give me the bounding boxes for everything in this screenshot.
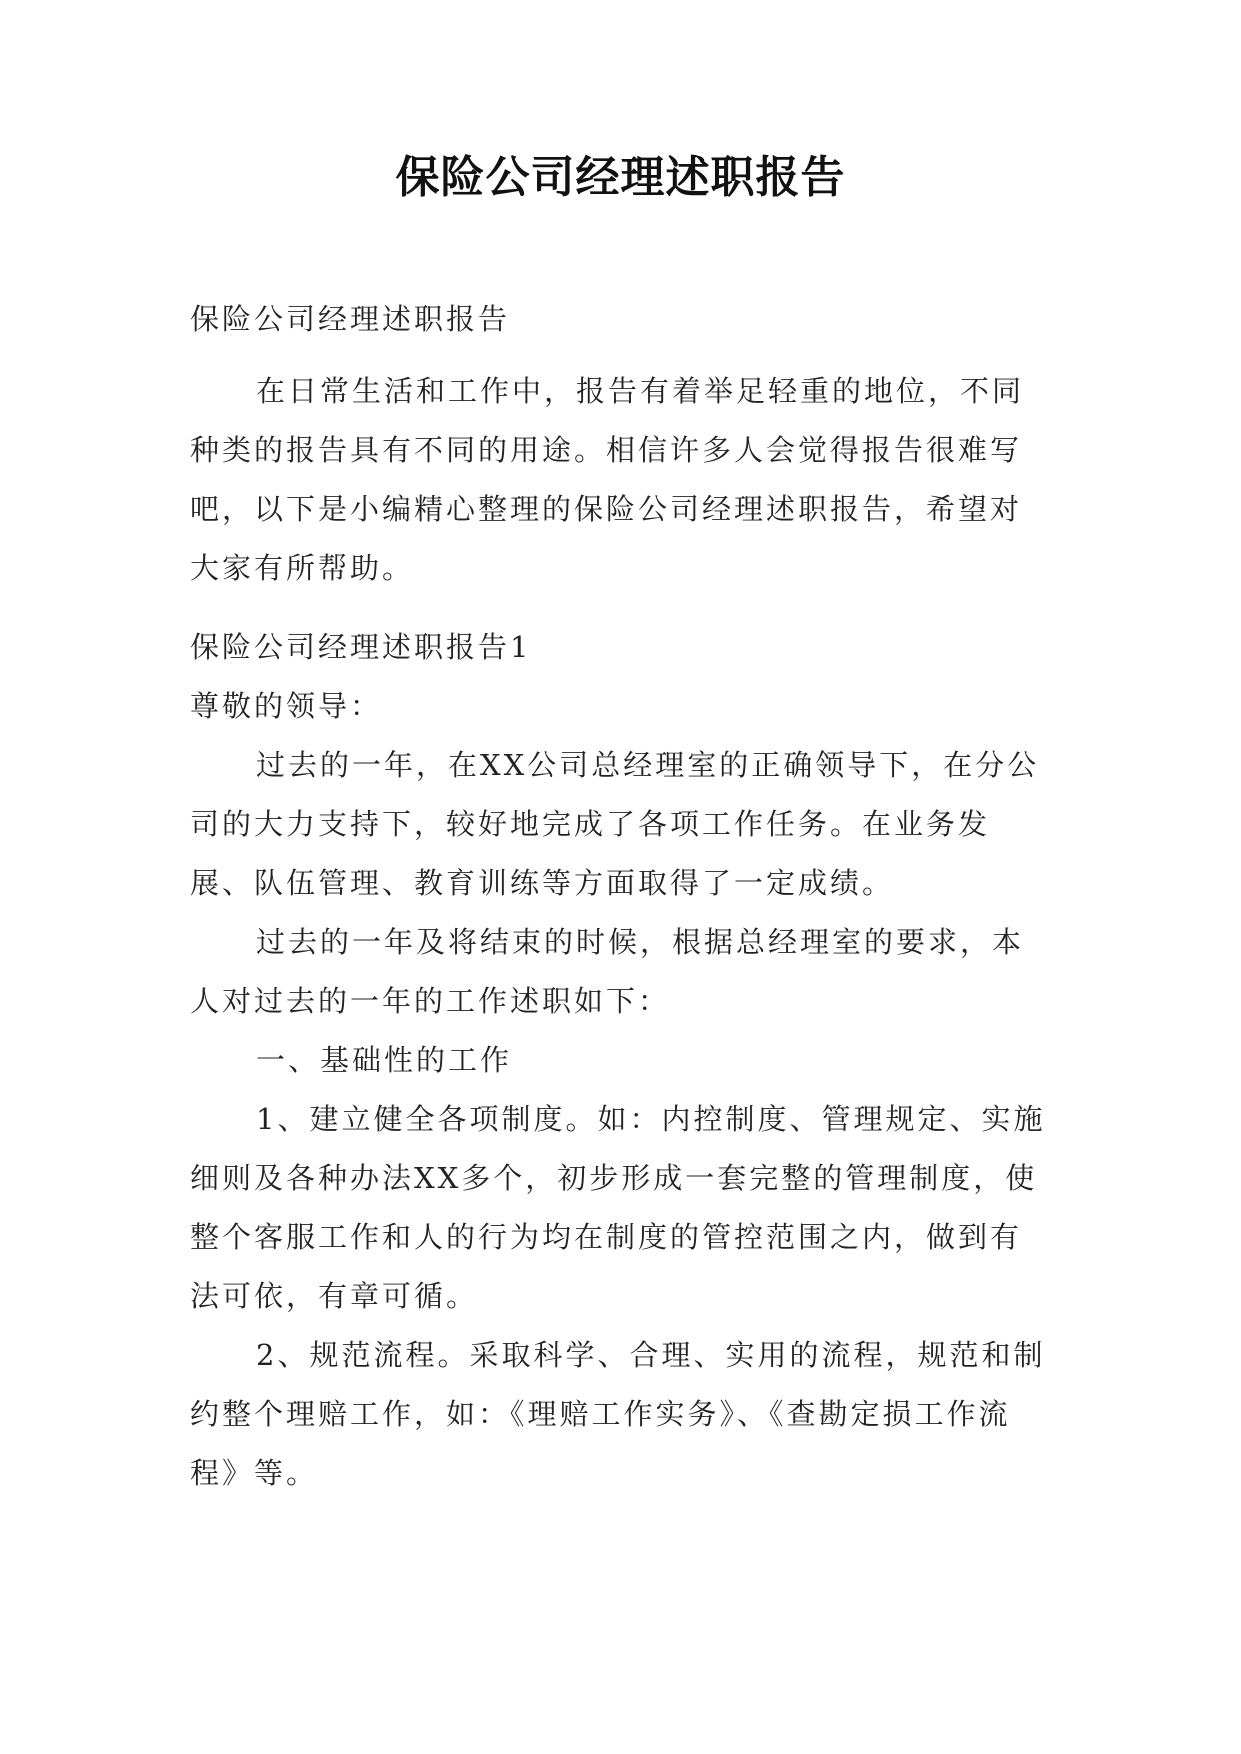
- document-subtitle: 保险公司经理述职报告: [190, 302, 511, 336]
- body-paragraph: 1、建立健全各项制度。如：内控制度、管理规定、实施细则及各种办法XX多个，初步形成一套完整的管理制度，使整个客服工作和人的行为均在制度的管控范围之内，做到有法可依，有章可循。: [190, 1102, 1046, 1313]
- body-paragraph: 2、规范流程。采取科学、合理、实用的流程，规范和制约整个理赔工作，如：《理赔工作实务》、《查勘定损工作流程》等。: [190, 1338, 1046, 1490]
- intro-block: [190, 362, 1050, 598]
- body-paragraph: 过去的一年，在XX公司总经理室的正确领导下，在分公司的大力支持下，较好地完成了各项工作任务。在业务发展、队伍管理、教育训练等方面取得了一定成绩。: [190, 748, 1040, 900]
- intro-paragraph: 在日常生活和工作中，报告有着举足轻重的地位，不同种类的报告具有不同的用途。相信许多人会觉得报告很难写吧，以下是小编精心整理的保险公司经理述职报告，希望对大家有所帮助。: [190, 374, 1025, 585]
- document-title: 保险公司经理述职报告: [395, 152, 846, 203]
- section-title: 保险公司经理述职报告1: [190, 630, 532, 664]
- report-body: [190, 618, 1050, 1503]
- salutation: 尊敬的领导：: [190, 689, 383, 723]
- body-paragraph: 过去的一年及将结束的时候，根据总经理室的要求，本人对过去的一年的工作述职如下：: [190, 925, 1025, 1018]
- section-heading: 一、基础性的工作: [256, 1043, 513, 1077]
